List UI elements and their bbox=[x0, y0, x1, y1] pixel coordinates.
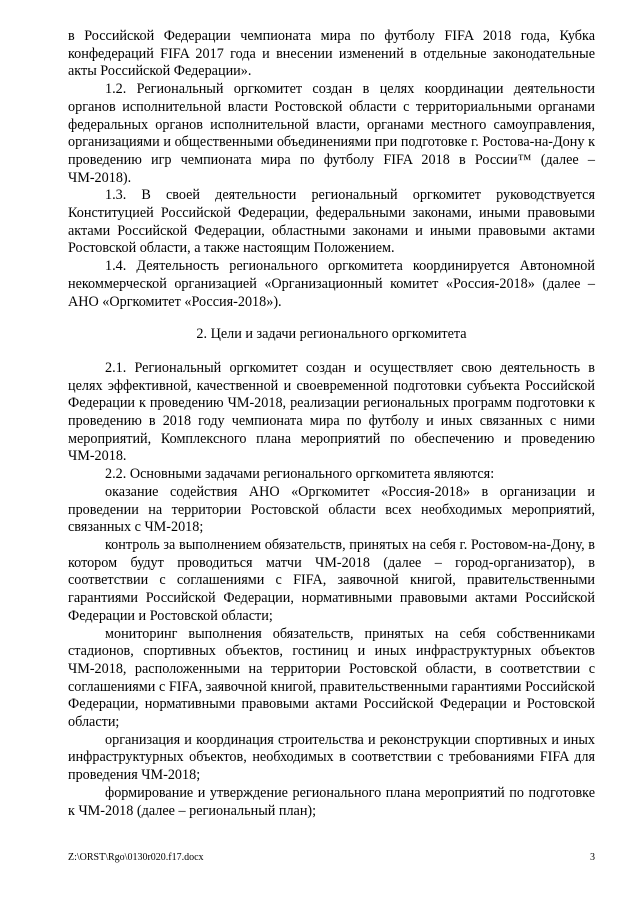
task-item: организация и координация строительства и реконструкции спортивных и иных инфраструктурных объектов, необходимых в соответствии с требованиями FIFA для проведения ЧМ-2018; bbox=[68, 731, 595, 784]
paragraph-2-1: 2.1. Региональный оргкомитет создан и осуществляет свою деятельность в целях эффективной, качественной и своевременной подготовки субъекта Российской Федерации к проведению ЧМ-2018, реализации региональных программ подготовки к проведению в 2018 году чемпионата мира по футболу и иных связанных с ними мероприятий, Комплексного плана мероприятий по обеспечению и проведению ЧМ-2018. bbox=[68, 359, 595, 465]
section-1-continuation bbox=[68, 28, 595, 311]
paragraph-2-2: 2.2. Основными задачами регионального оргкомитета являются: bbox=[105, 466, 495, 483]
section-2-body bbox=[68, 360, 595, 820]
task-item: оказание содействия АНО «Оргкомитет «Россия-2018» в организации и проведении на территории Ростовской области всех необходимых мероприятий, связанных с ЧМ-2018; bbox=[68, 483, 595, 536]
page-footer bbox=[68, 852, 595, 864]
document-page bbox=[68, 28, 595, 820]
task-item: мониторинг выполнения обязательств, принятых на себя собственниками стадионов, спортивных объектов, гостиниц и иных инфраструктурных объектов ЧМ-2018, расположенными на территории Ростовской области, в соответствии с соглашениями с FIFA, заявочной книгой, правительственными гарантиями Российской Федерации, нормативными правовыми актами Российской Федерации и Ростовской области; bbox=[68, 625, 595, 731]
paragraph-1-3: 1.3. В своей деятельности региональный оргкомитет руководствуется Конституцией Российской Федерации, федеральными законами, иными правовыми актами Российской Федерации, областными законами и иными правовыми актами Ростовской области, а также настоящим Положением. bbox=[68, 187, 595, 257]
file-path: Z:\ORST\Rgo\0130r020.f17.docx bbox=[68, 852, 204, 863]
page-number: 3 bbox=[590, 852, 595, 863]
paragraph: в Российской Федерации чемпионата мира по футболу FIFA 2018 года, Кубка конфедераций FIFA 2017 года и внесении изменений в отдельные законодательные акты Российской Федерации». bbox=[68, 28, 595, 80]
task-item: формирование и утверждение регионального плана мероприятий по подготовке к ЧМ-2018 (далее – региональный план); bbox=[68, 784, 595, 819]
paragraph-1-2: 1.2. Региональный оргкомитет создан в целях координации деятельности органов исполнительной власти Ростовской области с территориальными органами федеральных органов исполнительной власти, органами местного самоуправления, организациями и общественными объединениями при подготовке г. Ростова-на-Дону к проведению игр чемпионата мира по футболу FIFA 2018 в России™ (далее – ЧМ-2018). bbox=[68, 81, 595, 186]
paragraph-1-4: 1.4. Деятельность регионального оргкомитета координируется Автономной некоммерческой организацией «Организационный комитет «Россия-2018» (далее – АНО «Оргкомитет «Россия-2018»). bbox=[68, 258, 595, 310]
task-item: контроль за выполнением обязательств, принятых на себя г. Ростовом-на-Дону, в котором будут проводиться матчи ЧМ-2018 (далее – город-организатор), в соответствии с соглашениями с FIFA, заявочной книгой, правительственными гарантиями Российской Федерации, нормативными правовыми актами Российской Федерации и Ростовской области; bbox=[68, 536, 595, 624]
section-heading: 2. Цели и задачи регионального оргкомитета bbox=[196, 326, 467, 343]
